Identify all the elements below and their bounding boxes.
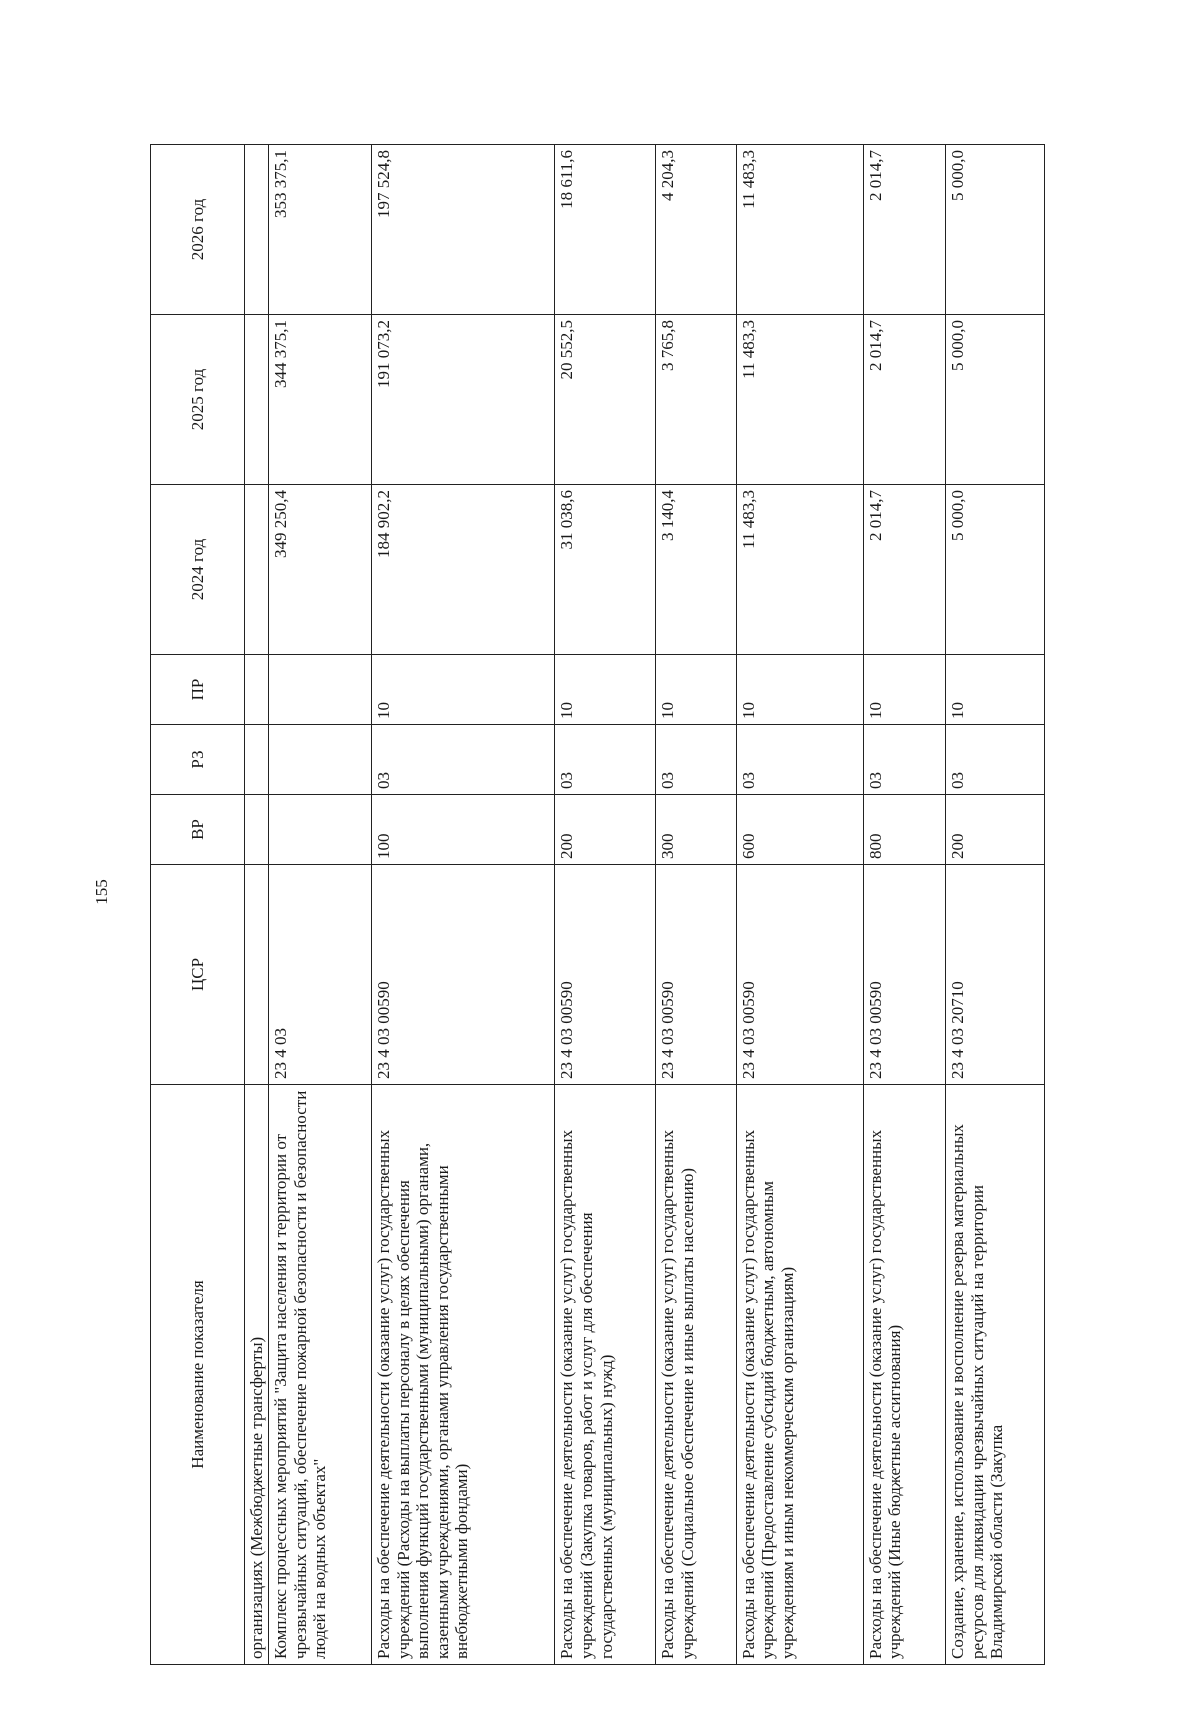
cell-2026: 18 611,6	[555, 145, 656, 315]
cell-csr: 23 4 03 00590	[555, 865, 656, 1085]
cell-2026: 353 375,1	[269, 145, 372, 315]
cell-name: Расходы на обеспечение деятельности (оказание услуг) государственных учреждений (Закупка товаров, работ и услуг для обеспечения государственных (муниципальных) нужд)	[555, 1085, 656, 1665]
cell-2025: 11 483,3	[736, 315, 863, 485]
cell-2026: 197 524,8	[372, 145, 555, 315]
cell-rz: 03	[656, 725, 737, 795]
cell-name: Расходы на обеспечение деятельности (оказание услуг) государственных учреждений (Иные бюджетные ассигнования)	[863, 1085, 946, 1665]
table-row	[555, 145, 656, 1665]
cell-2024: 11 483,3	[736, 485, 863, 655]
cell-pr	[244, 655, 269, 725]
cell-pr: 10	[656, 655, 737, 725]
cell-2024: 2 014,7	[863, 485, 946, 655]
cell-2025: 2 014,7	[863, 315, 946, 485]
cell-2025: 20 552,5	[555, 315, 656, 485]
cell-2024: 31 038,6	[555, 485, 656, 655]
cell-2024: 3 140,4	[656, 485, 737, 655]
table-row	[863, 145, 946, 1665]
cell-pr: 10	[946, 655, 1045, 725]
cell-vr	[269, 795, 372, 865]
header-pr: ПР	[151, 655, 245, 725]
cell-rz: 03	[946, 725, 1045, 795]
table-row	[656, 145, 737, 1665]
cell-rz: 03	[736, 725, 863, 795]
cell-csr: 23 4 03	[269, 865, 372, 1085]
cell-vr: 100	[372, 795, 555, 865]
cell-2026: 2 014,7	[863, 145, 946, 315]
header-name: Наименование показателя	[151, 1085, 245, 1665]
cell-csr	[244, 865, 269, 1085]
budget-table	[150, 144, 1045, 1665]
cell-2026: 5 000,0	[946, 145, 1045, 315]
cell-pr: 10	[863, 655, 946, 725]
cell-rz	[244, 725, 269, 795]
cell-2025: 344 375,1	[269, 315, 372, 485]
header-csr: ЦСР	[151, 865, 245, 1085]
cell-name: Комплекс процессных мероприятий "Защита населения и территории от чрезвычайных ситуаций, обеспечение пожарной безопасности и безопасности людей на водных объектах"	[269, 1085, 372, 1665]
table-row	[946, 145, 1045, 1665]
header-row	[151, 145, 245, 1665]
cell-csr: 23 4 03 00590	[656, 865, 737, 1085]
cell-pr: 10	[555, 655, 656, 725]
cell-vr: 600	[736, 795, 863, 865]
header-2024: 2024 год	[151, 485, 245, 655]
cell-rz	[269, 725, 372, 795]
budget-table-region	[150, 145, 1045, 1665]
cell-2025	[244, 315, 269, 485]
cell-rz: 03	[372, 725, 555, 795]
table-row	[736, 145, 863, 1665]
header-rz: РЗ	[151, 725, 245, 795]
cell-name: Расходы на обеспечение деятельности (оказание услуг) государственных учреждений (Социальное обеспечение и иные выплаты населению)	[656, 1085, 737, 1665]
cell-2025: 3 765,8	[656, 315, 737, 485]
header-vr: ВР	[151, 795, 245, 865]
cell-name: Расходы на обеспечение деятельности (оказание услуг) государственных учреждений (Расходы на выплаты персоналу в целях обеспечения выполнения функций государственными (муниципальными) органами, казенными учреждениями, органами управления государственными внебюджетными фондами)	[372, 1085, 555, 1665]
cell-csr: 23 4 03 00590	[736, 865, 863, 1085]
header-2026: 2026 год	[151, 145, 245, 315]
page-number: 155	[92, 879, 111, 905]
cell-2026	[244, 145, 269, 315]
cell-name: организациях (Межбюджетные трансферты)	[244, 1085, 269, 1665]
cell-rz: 03	[863, 725, 946, 795]
cell-name: Создание, хранение, использование и восполнение резерва материальных ресурсов для ликвидации чрезвычайных ситуаций на территории Владимирской области (Закупка	[946, 1085, 1045, 1665]
cell-vr: 200	[946, 795, 1045, 865]
cell-2025: 191 073,2	[372, 315, 555, 485]
cell-2026: 4 204,3	[656, 145, 737, 315]
header-2025: 2025 год	[151, 315, 245, 485]
table-row	[269, 145, 372, 1665]
cell-2026: 11 483,3	[736, 145, 863, 315]
cell-csr: 23 4 03 00590	[863, 865, 946, 1085]
cell-vr	[244, 795, 269, 865]
cell-2024: 5 000,0	[946, 485, 1045, 655]
table-row	[244, 145, 269, 1665]
cell-vr: 800	[863, 795, 946, 865]
cell-pr: 10	[372, 655, 555, 725]
table-row	[372, 145, 555, 1665]
cell-csr: 23 4 03 20710	[946, 865, 1045, 1085]
cell-name: Расходы на обеспечение деятельности (оказание услуг) государственных учреждений (Предоставление субсидий бюджетным, автономным учреждениям и иным некоммерческим организациям)	[736, 1085, 863, 1665]
cell-2024: 184 902,2	[372, 485, 555, 655]
cell-rz: 03	[555, 725, 656, 795]
cell-pr: 10	[736, 655, 863, 725]
cell-2024: 349 250,4	[269, 485, 372, 655]
cell-2025: 5 000,0	[946, 315, 1045, 485]
cell-vr: 300	[656, 795, 737, 865]
cell-vr: 200	[555, 795, 656, 865]
cell-pr	[269, 655, 372, 725]
cell-csr: 23 4 03 00590	[372, 865, 555, 1085]
cell-2024	[244, 485, 269, 655]
